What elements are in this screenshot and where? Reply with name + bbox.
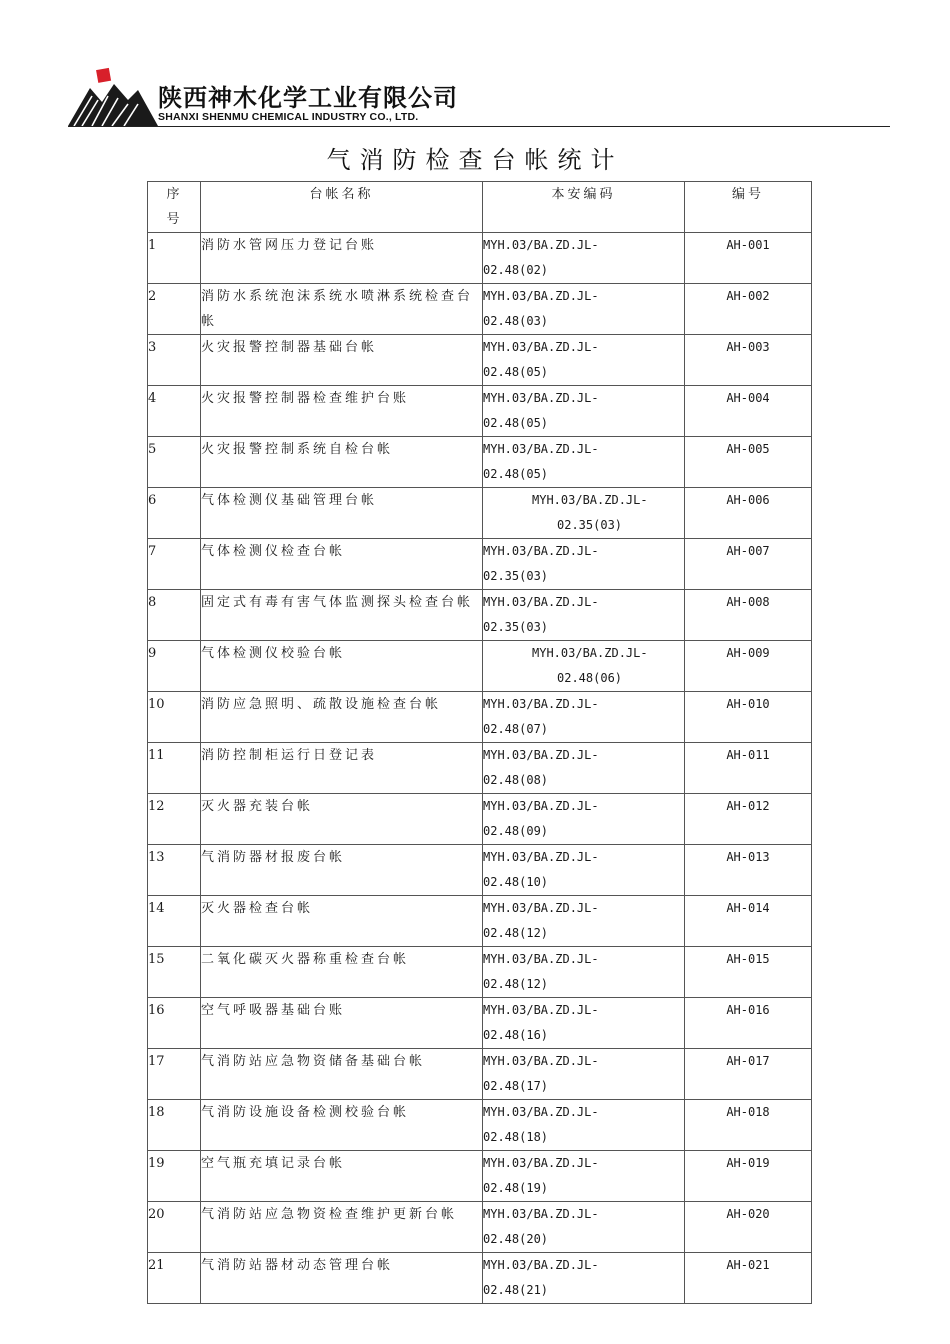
table-row bbox=[148, 233, 812, 284]
row-serial-no: 8 bbox=[148, 590, 201, 641]
table-row bbox=[148, 641, 812, 692]
table-row bbox=[148, 998, 812, 1049]
row-ledger-name: 气体检测仪校验台帐 bbox=[201, 641, 483, 692]
row-ledger-name: 固定式有毒有害气体监测探头检查台帐 bbox=[201, 590, 483, 641]
table-row bbox=[148, 437, 812, 488]
row-ledger-name: 气消防站应急物资检查维护更新台帐 bbox=[201, 1202, 483, 1253]
row-safety-code bbox=[483, 284, 685, 335]
row-safety-code-line2: 02.48(08) bbox=[483, 773, 549, 787]
row-safety-code-line2: 02.35(03) bbox=[483, 569, 549, 583]
row-safety-code-line1: MYH.03/BA.ZD.JL- bbox=[483, 799, 599, 813]
row-safety-code-line2: 02.48(06) bbox=[557, 671, 623, 685]
row-number: AH-009 bbox=[685, 641, 812, 692]
row-ledger-name: 火灾报警控制系统自检台帐 bbox=[201, 437, 483, 488]
row-number: AH-008 bbox=[685, 590, 812, 641]
row-serial-no: 19 bbox=[148, 1151, 201, 1202]
row-ledger-name: 火灾报警控制器检查维护台账 bbox=[201, 386, 483, 437]
row-number: AH-021 bbox=[685, 1253, 812, 1304]
header-number bbox=[685, 182, 812, 233]
row-ledger-name: 气消防设施设备检测校验台帐 bbox=[201, 1100, 483, 1151]
row-safety-code-line2: 02.48(09) bbox=[483, 824, 549, 838]
row-safety-code-line2: 02.48(02) bbox=[483, 263, 549, 277]
row-ledger-name: 灭火器充装台帐 bbox=[201, 794, 483, 845]
company-name-en: SHANXI SHENMU CHEMICAL INDUSTRY CO., LTD. bbox=[158, 111, 419, 123]
row-safety-code-line1: MYH.03/BA.ZD.JL- bbox=[483, 238, 599, 252]
header-safety-code bbox=[483, 182, 685, 233]
row-safety-code bbox=[483, 335, 685, 386]
header-serial-no bbox=[148, 182, 201, 233]
row-serial-no: 14 bbox=[148, 896, 201, 947]
row-number: AH-002 bbox=[685, 284, 812, 335]
row-number: AH-007 bbox=[685, 539, 812, 590]
row-serial-no: 5 bbox=[148, 437, 201, 488]
row-safety-code-line1: MYH.03/BA.ZD.JL- bbox=[483, 952, 599, 966]
header-ledger-name-text: 台帐名称 bbox=[309, 187, 374, 202]
table-row bbox=[148, 692, 812, 743]
row-serial-no: 13 bbox=[148, 845, 201, 896]
row-ledger-name: 空气瓶充填记录台帐 bbox=[201, 1151, 483, 1202]
row-safety-code-line2: 02.48(03) bbox=[483, 314, 549, 328]
row-safety-code-line2: 02.48(05) bbox=[483, 365, 549, 379]
table-row bbox=[148, 896, 812, 947]
row-safety-code-line1: MYH.03/BA.ZD.JL- bbox=[483, 1258, 599, 1272]
row-safety-code-line2: 02.48(20) bbox=[483, 1232, 549, 1246]
table-header-row bbox=[148, 182, 812, 233]
row-safety-code-line2: 02.48(19) bbox=[483, 1181, 549, 1195]
row-safety-code bbox=[483, 539, 685, 590]
row-serial-no: 1 bbox=[148, 233, 201, 284]
row-ledger-name: 气体检测仪基础管理台帐 bbox=[201, 488, 483, 539]
row-serial-no: 2 bbox=[148, 284, 201, 335]
table-row bbox=[148, 539, 812, 590]
row-safety-code bbox=[483, 590, 685, 641]
company-name-cn: 陕西神木化学工业有限公司 bbox=[158, 84, 458, 112]
row-safety-code bbox=[483, 233, 685, 284]
row-safety-code-line2: 02.48(12) bbox=[483, 926, 549, 940]
row-number: AH-019 bbox=[685, 1151, 812, 1202]
row-serial-no: 20 bbox=[148, 1202, 201, 1253]
row-ledger-name: 气消防器材报废台帐 bbox=[201, 845, 483, 896]
row-safety-code-line1: MYH.03/BA.ZD.JL- bbox=[483, 1003, 599, 1017]
page-title: 气消防检查台帐统计 bbox=[326, 146, 624, 174]
table-row bbox=[148, 1202, 812, 1253]
row-safety-code-line1: MYH.03/BA.ZD.JL- bbox=[483, 1156, 599, 1170]
row-safety-code bbox=[483, 998, 685, 1049]
row-serial-no: 7 bbox=[148, 539, 201, 590]
row-safety-code-line2: 02.48(18) bbox=[483, 1130, 549, 1144]
row-safety-code bbox=[483, 386, 685, 437]
row-number: AH-016 bbox=[685, 998, 812, 1049]
row-ledger-name: 消防水系统泡沫系统水喷淋系统检查台帐 bbox=[201, 284, 483, 335]
row-safety-code-line2: 02.48(05) bbox=[483, 467, 549, 481]
row-serial-no: 4 bbox=[148, 386, 201, 437]
row-safety-code bbox=[483, 743, 685, 794]
table-row bbox=[148, 1100, 812, 1151]
table-row bbox=[148, 743, 812, 794]
table-row bbox=[148, 1253, 812, 1304]
row-serial-no: 17 bbox=[148, 1049, 201, 1100]
row-safety-code-line1: MYH.03/BA.ZD.JL- bbox=[483, 748, 599, 762]
company-logo-icon bbox=[68, 66, 158, 126]
header-ledger-name bbox=[201, 182, 483, 233]
row-number: AH-013 bbox=[685, 845, 812, 896]
row-safety-code-line1: MYH.03/BA.ZD.JL- bbox=[483, 442, 599, 456]
row-serial-no: 12 bbox=[148, 794, 201, 845]
row-number: AH-003 bbox=[685, 335, 812, 386]
row-serial-no: 3 bbox=[148, 335, 201, 386]
row-ledger-name: 空气呼吸器基础台账 bbox=[201, 998, 483, 1049]
row-ledger-name: 消防控制柜运行日登记表 bbox=[201, 743, 483, 794]
row-safety-code bbox=[483, 488, 685, 539]
row-safety-code-line1: MYH.03/BA.ZD.JL- bbox=[483, 391, 599, 405]
row-number: AH-015 bbox=[685, 947, 812, 998]
table-row bbox=[148, 335, 812, 386]
row-serial-no: 21 bbox=[148, 1253, 201, 1304]
row-safety-code bbox=[483, 1151, 685, 1202]
row-number: AH-014 bbox=[685, 896, 812, 947]
row-safety-code-line2: 02.35(03) bbox=[483, 620, 549, 634]
row-number: AH-012 bbox=[685, 794, 812, 845]
header-serial-line2: 号 bbox=[166, 212, 182, 227]
row-safety-code bbox=[483, 1049, 685, 1100]
row-safety-code bbox=[483, 947, 685, 998]
table-body bbox=[148, 233, 812, 1304]
row-serial-no: 9 bbox=[148, 641, 201, 692]
row-safety-code-line1: MYH.03/BA.ZD.JL- bbox=[483, 850, 599, 864]
table-row bbox=[148, 1049, 812, 1100]
row-ledger-name: 气消防站应急物资储备基础台帐 bbox=[201, 1049, 483, 1100]
row-safety-code-line2: 02.35(03) bbox=[557, 518, 623, 532]
table-row bbox=[148, 488, 812, 539]
row-safety-code-line1: MYH.03/BA.ZD.JL- bbox=[483, 901, 599, 915]
row-safety-code-line1: MYH.03/BA.ZD.JL- bbox=[483, 1054, 599, 1068]
row-safety-code bbox=[483, 845, 685, 896]
row-safety-code-line2: 02.48(21) bbox=[483, 1283, 549, 1297]
row-safety-code bbox=[483, 794, 685, 845]
table-row bbox=[148, 590, 812, 641]
header-safety-code-text: 本安编码 bbox=[551, 187, 616, 202]
table-row bbox=[148, 386, 812, 437]
row-safety-code-line1: MYH.03/BA.ZD.JL- bbox=[483, 544, 599, 558]
row-number: AH-005 bbox=[685, 437, 812, 488]
row-ledger-name: 二氧化碳灭火器称重检查台帐 bbox=[201, 947, 483, 998]
row-ledger-name: 消防水管网压力登记台账 bbox=[201, 233, 483, 284]
row-number: AH-010 bbox=[685, 692, 812, 743]
row-number: AH-004 bbox=[685, 386, 812, 437]
row-ledger-name: 气体检测仪检查台帐 bbox=[201, 539, 483, 590]
row-serial-no: 10 bbox=[148, 692, 201, 743]
row-safety-code bbox=[483, 1202, 685, 1253]
table-row bbox=[148, 947, 812, 998]
table-row bbox=[148, 284, 812, 335]
row-serial-no: 16 bbox=[148, 998, 201, 1049]
row-ledger-name: 消防应急照明、疏散设施检查台帐 bbox=[201, 692, 483, 743]
row-safety-code-line1: MYH.03/BA.ZD.JL- bbox=[483, 595, 599, 609]
row-safety-code bbox=[483, 437, 685, 488]
row-serial-no: 15 bbox=[148, 947, 201, 998]
row-safety-code-line1: MYH.03/BA.ZD.JL- bbox=[483, 340, 599, 354]
row-safety-code-line2: 02.48(07) bbox=[483, 722, 549, 736]
row-number: AH-011 bbox=[685, 743, 812, 794]
row-safety-code bbox=[483, 896, 685, 947]
row-safety-code-line2: 02.48(17) bbox=[483, 1079, 549, 1093]
row-safety-code-line2: 02.48(05) bbox=[483, 416, 549, 430]
row-safety-code bbox=[483, 692, 685, 743]
row-ledger-name: 火灾报警控制器基础台帐 bbox=[201, 335, 483, 386]
header-number-text: 编号 bbox=[731, 187, 764, 202]
row-number: AH-001 bbox=[685, 233, 812, 284]
table-row bbox=[148, 794, 812, 845]
row-serial-no: 6 bbox=[148, 488, 201, 539]
row-safety-code-line2: 02.48(10) bbox=[483, 875, 549, 889]
row-safety-code-line2: 02.48(12) bbox=[483, 977, 549, 991]
row-safety-code bbox=[483, 1253, 685, 1304]
row-number: AH-017 bbox=[685, 1049, 812, 1100]
header-divider bbox=[68, 126, 890, 127]
row-safety-code bbox=[483, 641, 685, 692]
row-number: AH-006 bbox=[685, 488, 812, 539]
row-safety-code-line1: MYH.03/BA.ZD.JL- bbox=[532, 646, 648, 660]
row-safety-code-line2: 02.48(16) bbox=[483, 1028, 549, 1042]
row-number: AH-018 bbox=[685, 1100, 812, 1151]
document-header bbox=[68, 62, 890, 130]
row-safety-code-line1: MYH.03/BA.ZD.JL- bbox=[483, 1105, 599, 1119]
row-safety-code-line1: MYH.03/BA.ZD.JL- bbox=[483, 697, 599, 711]
header-serial-line1: 序 bbox=[166, 187, 182, 202]
row-serial-no: 11 bbox=[148, 743, 201, 794]
row-safety-code-line1: MYH.03/BA.ZD.JL- bbox=[532, 493, 648, 507]
table-row bbox=[148, 1151, 812, 1202]
ledger-table bbox=[147, 181, 812, 1304]
row-serial-no: 18 bbox=[148, 1100, 201, 1151]
row-number: AH-020 bbox=[685, 1202, 812, 1253]
row-safety-code-line1: MYH.03/BA.ZD.JL- bbox=[483, 289, 599, 303]
table-row bbox=[148, 845, 812, 896]
row-ledger-name: 气消防站器材动态管理台帐 bbox=[201, 1253, 483, 1304]
row-safety-code-line1: MYH.03/BA.ZD.JL- bbox=[483, 1207, 599, 1221]
row-ledger-name: 灭火器检查台帐 bbox=[201, 896, 483, 947]
row-safety-code bbox=[483, 1100, 685, 1151]
